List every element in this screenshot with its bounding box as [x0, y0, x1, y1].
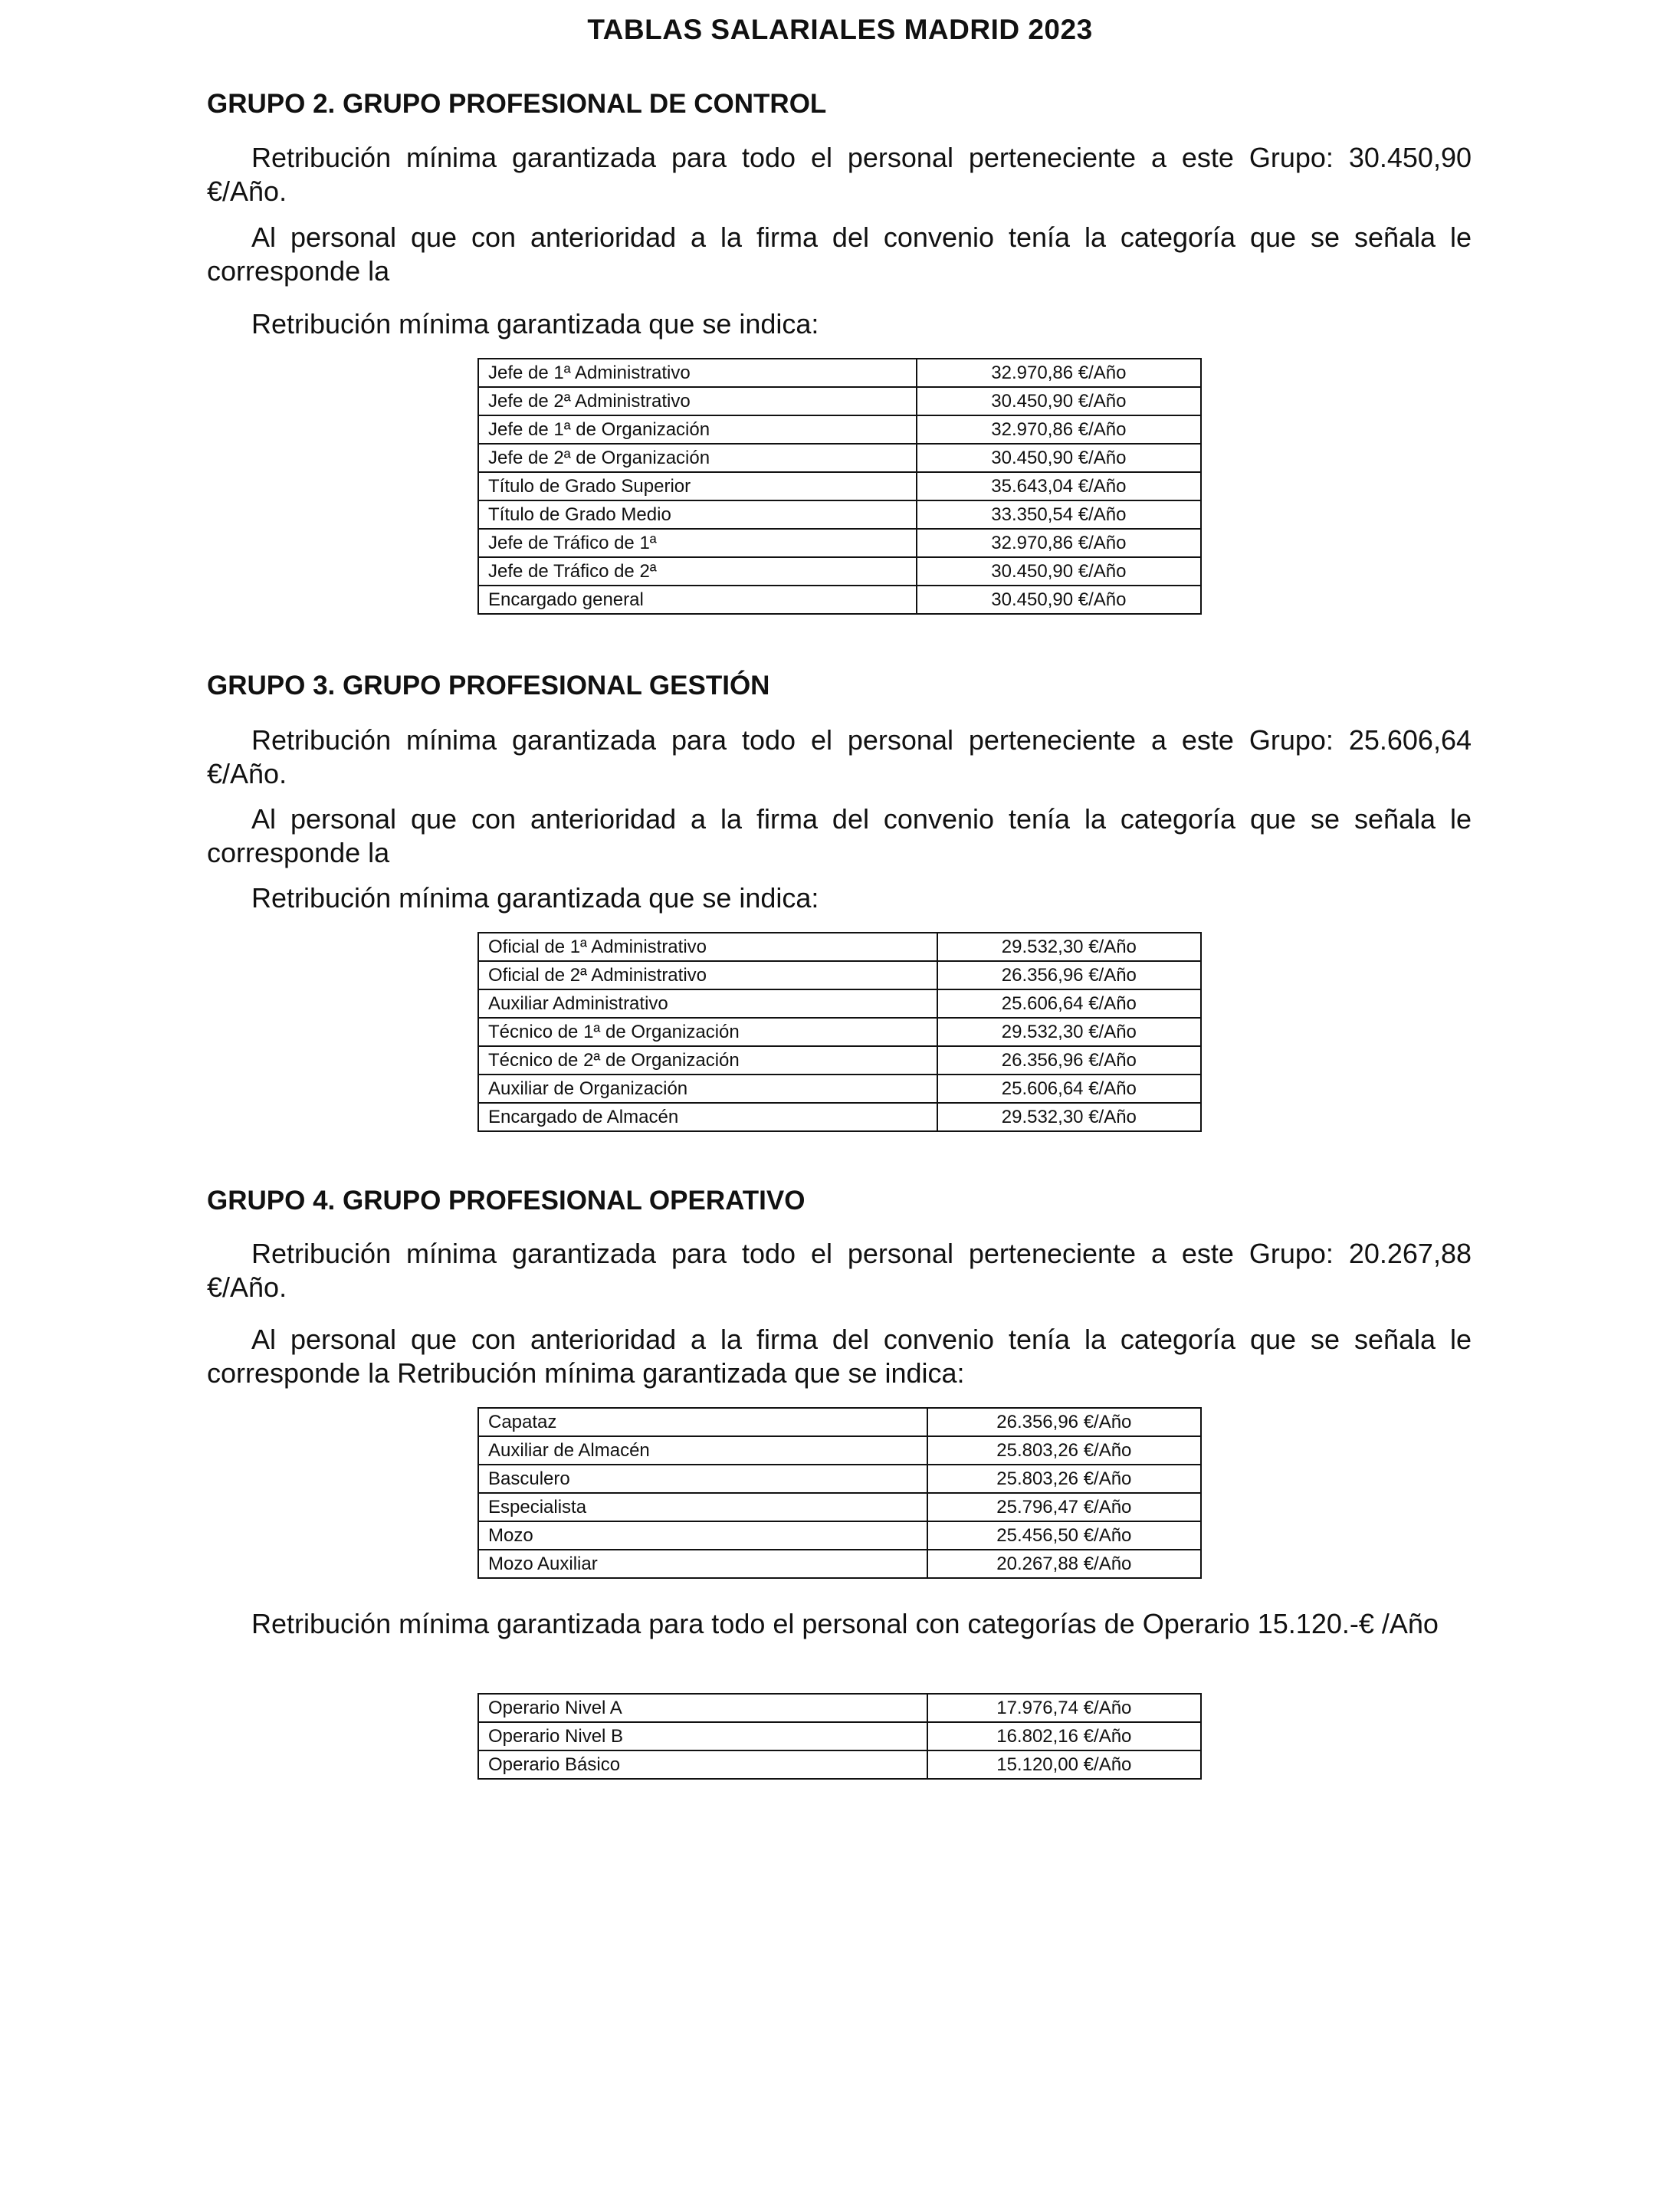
table-row	[478, 444, 1201, 472]
amount-cell: 25.803,26 €/Año	[927, 1465, 1201, 1493]
grupo4-heading: GRUPO 4. GRUPO PROFESIONAL OPERATIVO	[207, 1186, 806, 1216]
amount-cell: 33.350,54 €/Año	[917, 500, 1201, 529]
table-row	[478, 1046, 1201, 1075]
table-row	[478, 1493, 1201, 1521]
category-cell: Basculero	[478, 1465, 927, 1493]
table-row	[478, 1694, 1201, 1722]
category-cell: Oficial de 2ª Administrativo	[478, 961, 937, 989]
operario-salary-table	[477, 1693, 1202, 1780]
table-row	[478, 1075, 1201, 1103]
category-cell: Oficial de 1ª Administrativo	[478, 933, 937, 961]
table-row	[478, 359, 1201, 387]
grupo2-min-retribution: Retribución mínima garantizada para todo el personal perteneciente a este Grupo: 30.450,90 €/Año.	[207, 142, 1472, 207]
table-row	[478, 529, 1201, 557]
category-cell: Encargado general	[478, 586, 917, 614]
category-cell: Título de Grado Medio	[478, 500, 917, 529]
table-row	[478, 933, 1201, 961]
grupo3-min-retribution: Retribución mínima garantizada para todo el personal perteneciente a este Grupo: 25.606,64 €/Año.	[207, 724, 1472, 789]
amount-cell: 32.970,86 €/Año	[917, 529, 1201, 557]
category-cell: Operario Nivel A	[478, 1694, 927, 1722]
grupo2-salary-table	[477, 358, 1202, 615]
grupo3-indica: Retribución mínima garantizada que se indica:	[251, 882, 819, 914]
amount-cell: 30.450,90 €/Año	[917, 557, 1201, 586]
category-cell: Jefe de 1ª de Organización	[478, 415, 917, 444]
grupo2-indica: Retribución mínima garantizada que se indica:	[251, 308, 819, 340]
category-cell: Jefe de 2ª de Organización	[478, 444, 917, 472]
category-cell: Encargado de Almacén	[478, 1103, 937, 1131]
table-row	[478, 1521, 1201, 1550]
table-row	[478, 1465, 1201, 1493]
page-title: TABLAS SALARIALES MADRID 2023	[587, 14, 1093, 45]
grupo4-salary-table	[477, 1407, 1202, 1579]
amount-cell: 30.450,90 €/Año	[917, 444, 1201, 472]
amount-cell: 32.970,86 €/Año	[917, 359, 1201, 387]
amount-cell: 30.450,90 €/Año	[917, 387, 1201, 415]
table-row	[478, 1018, 1201, 1046]
category-cell: Auxiliar de Organización	[478, 1075, 937, 1103]
amount-cell: 26.356,96 €/Año	[937, 1046, 1201, 1075]
category-cell: Capataz	[478, 1408, 927, 1436]
amount-cell: 25.606,64 €/Año	[937, 1075, 1201, 1103]
category-cell: Mozo	[478, 1521, 927, 1550]
category-cell: Técnico de 1ª de Organización	[478, 1018, 937, 1046]
amount-cell: 26.356,96 €/Año	[927, 1408, 1201, 1436]
category-cell: Auxiliar Administrativo	[478, 989, 937, 1018]
table-row	[478, 1103, 1201, 1131]
category-cell: Jefe de 1ª Administrativo	[478, 359, 917, 387]
table-row	[478, 1750, 1201, 1779]
category-cell: Técnico de 2ª de Organización	[478, 1046, 937, 1075]
category-cell: Jefe de Tráfico de 1ª	[478, 529, 917, 557]
grupo3-salary-table	[477, 932, 1202, 1132]
category-cell: Auxiliar de Almacén	[478, 1436, 927, 1465]
table-row	[478, 1408, 1201, 1436]
amount-cell: 25.796,47 €/Año	[927, 1493, 1201, 1521]
amount-cell: 16.802,16 €/Año	[927, 1722, 1201, 1750]
grupo3-category-note: Al personal que con anterioridad a la firma del convenio tenía la categoría que se señala le corresponde la	[207, 803, 1472, 868]
amount-cell: 29.532,30 €/Año	[937, 1018, 1201, 1046]
table-row	[478, 415, 1201, 444]
amount-cell: 29.532,30 €/Año	[937, 933, 1201, 961]
table-row	[478, 557, 1201, 586]
table-row	[478, 500, 1201, 529]
amount-cell: 25.456,50 €/Año	[927, 1521, 1201, 1550]
amount-cell: 26.356,96 €/Año	[937, 961, 1201, 989]
category-cell: Jefe de Tráfico de 2ª	[478, 557, 917, 586]
amount-cell: 30.450,90 €/Año	[917, 586, 1201, 614]
category-cell: Operario Nivel B	[478, 1722, 927, 1750]
table-row	[478, 387, 1201, 415]
amount-cell: 17.976,74 €/Año	[927, 1694, 1201, 1722]
table-row	[478, 472, 1201, 500]
category-cell: Especialista	[478, 1493, 927, 1521]
table-row	[478, 961, 1201, 989]
amount-cell: 25.606,64 €/Año	[937, 989, 1201, 1018]
category-cell: Mozo Auxiliar	[478, 1550, 927, 1578]
grupo3-heading: GRUPO 3. GRUPO PROFESIONAL GESTIÓN	[207, 671, 770, 700]
table-row	[478, 1436, 1201, 1465]
table-row	[478, 586, 1201, 614]
table-row	[478, 989, 1201, 1018]
category-cell: Operario Básico	[478, 1750, 927, 1779]
category-cell: Jefe de 2ª Administrativo	[478, 387, 917, 415]
amount-cell: 35.643,04 €/Año	[917, 472, 1201, 500]
grupo4-category-note: Al personal que con anterioridad a la firma del convenio tenía la categoría que se señala le corresponde la Retribución mínima garantizada que se indica:	[207, 1324, 1472, 1389]
amount-cell: 25.803,26 €/Año	[927, 1436, 1201, 1465]
amount-cell: 15.120,00 €/Año	[927, 1750, 1201, 1779]
grupo4-min-retribution: Retribución mínima garantizada para todo el personal perteneciente a este Grupo: 20.267,88 €/Año.	[207, 1238, 1472, 1303]
table-row	[478, 1550, 1201, 1578]
grupo2-category-note: Al personal que con anterioridad a la firma del convenio tenía la categoría que se señala le corresponde la	[207, 221, 1472, 287]
table-row	[478, 1722, 1201, 1750]
amount-cell: 20.267,88 €/Año	[927, 1550, 1201, 1578]
grupo2-heading: GRUPO 2. GRUPO PROFESIONAL DE CONTROL	[207, 89, 827, 119]
amount-cell: 32.970,86 €/Año	[917, 415, 1201, 444]
category-cell: Título de Grado Superior	[478, 472, 917, 500]
amount-cell: 29.532,30 €/Año	[937, 1103, 1201, 1131]
operario-min-retribution: Retribución mínima garantizada para todo el personal con categorías de Operario 15.120.-€ /Año	[251, 1608, 1439, 1639]
